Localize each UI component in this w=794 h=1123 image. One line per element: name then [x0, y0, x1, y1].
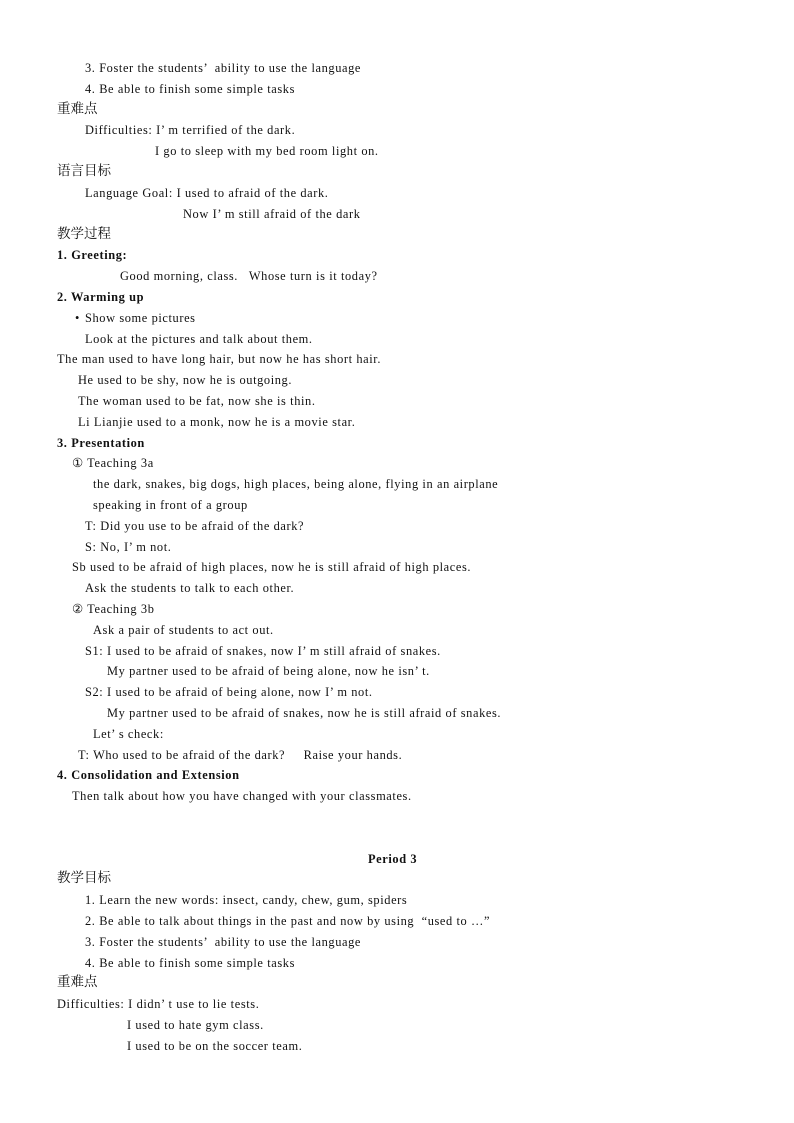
consolidation-title: 4. Consolidation and Extension: [57, 768, 240, 782]
presentation-title: 3. Presentation: [57, 436, 145, 450]
teaching-3a-title: ① Teaching 3a: [72, 456, 154, 470]
greeting-text: Good morning, class. Whose turn is it today?: [120, 269, 378, 283]
period-3-difficulties-line-1: Difficulties: I didn’ t use to lie tests.: [57, 997, 260, 1011]
teaching-3a-sb: Sb used to be afraid of high places, now he is still afraid of high places.: [72, 560, 472, 574]
warming-example-2: He used to be shy, now he is outgoing.: [78, 373, 293, 387]
language-goal-line-2: Now I’ m still afraid of the dark: [183, 207, 361, 221]
consolidation-text: Then talk about how you have changed with your classmates.: [72, 789, 412, 803]
period-3-title: Period 3: [368, 852, 418, 866]
process-heading: 教学过程: [57, 226, 111, 242]
warming-example-3: The woman used to be fat, now she is thin.: [78, 394, 316, 408]
language-goal-line-1: Language Goal: I used to afraid of the dark.: [85, 186, 329, 200]
warming-show: Show some pictures: [85, 311, 196, 325]
goal-3: 3. Foster the students’ ability to use the language: [85, 61, 361, 75]
teaching-3b-ask: Ask a pair of students to act out.: [93, 623, 274, 637]
difficulties-line-1: Difficulties: I’ m terrified of the dark.: [85, 123, 296, 137]
period-3-goal-4: 4. Be able to finish some simple tasks: [85, 956, 296, 970]
bullet-icon: •: [75, 311, 80, 325]
warming-example-4: Li Lianjie used to a monk, now he is a movie star.: [78, 415, 356, 429]
period-3-difficulties-line-3: I used to be on the soccer team.: [127, 1039, 303, 1053]
warming-example-1: The man used to have long hair, but now he has short hair.: [57, 352, 382, 366]
teaching-3b-title: ② Teaching 3b: [72, 602, 155, 616]
period-3-goal-3: 3. Foster the students’ ability to use the language: [85, 935, 361, 949]
warming-look: Look at the pictures and talk about them.: [85, 332, 313, 346]
teaching-3a-ask: Ask the students to talk to each other.: [85, 581, 295, 595]
warming-title: 2. Warming up: [57, 290, 145, 304]
goal-4: 4. Be able to finish some simple tasks: [85, 82, 296, 96]
teaching-3b-check: Let’ s check:: [93, 727, 164, 741]
teaching-3a-list-1: the dark, snakes, big dogs, high places, being alone, flying in an airplane: [93, 477, 499, 491]
period-3-difficulties-line-2: I used to hate gym class.: [127, 1018, 264, 1032]
teaching-3b-s1-partner: My partner used to be afraid of being alone, now he isn’ t.: [107, 664, 430, 678]
greeting-title: 1. Greeting:: [57, 248, 128, 262]
teaching-3b-s2: S2: I used to be afraid of being alone, now I’ m not.: [85, 685, 373, 699]
teaching-3b-s2-partner: My partner used to be afraid of snakes, now he is still afraid of snakes.: [107, 706, 502, 720]
teaching-3a-student: S: No, I’ m not.: [85, 540, 172, 554]
language-goal-heading: 语言目标: [57, 163, 111, 179]
difficulties-heading: 重难点: [57, 101, 98, 117]
teaching-3a-list-2: speaking in front of a group: [93, 498, 248, 512]
period-3-goals-heading: 教学目标: [57, 870, 111, 886]
difficulties-line-2: I go to sleep with my bed room light on.: [155, 144, 379, 158]
period-3-goal-1: 1. Learn the new words: insect, candy, chew, gum, spiders: [85, 893, 408, 907]
period-3-difficulties-heading: 重难点: [57, 974, 98, 990]
teaching-3b-teacher: T: Who used to be afraid of the dark? Raise your hands.: [78, 748, 403, 762]
teaching-3b-s1: S1: I used to be afraid of snakes, now I’ m still afraid of snakes.: [85, 644, 441, 658]
teaching-3a-teacher: T: Did you use to be afraid of the dark?: [85, 519, 305, 533]
period-3-goal-2: 2. Be able to talk about things in the past and now by using “used to …”: [85, 914, 491, 928]
